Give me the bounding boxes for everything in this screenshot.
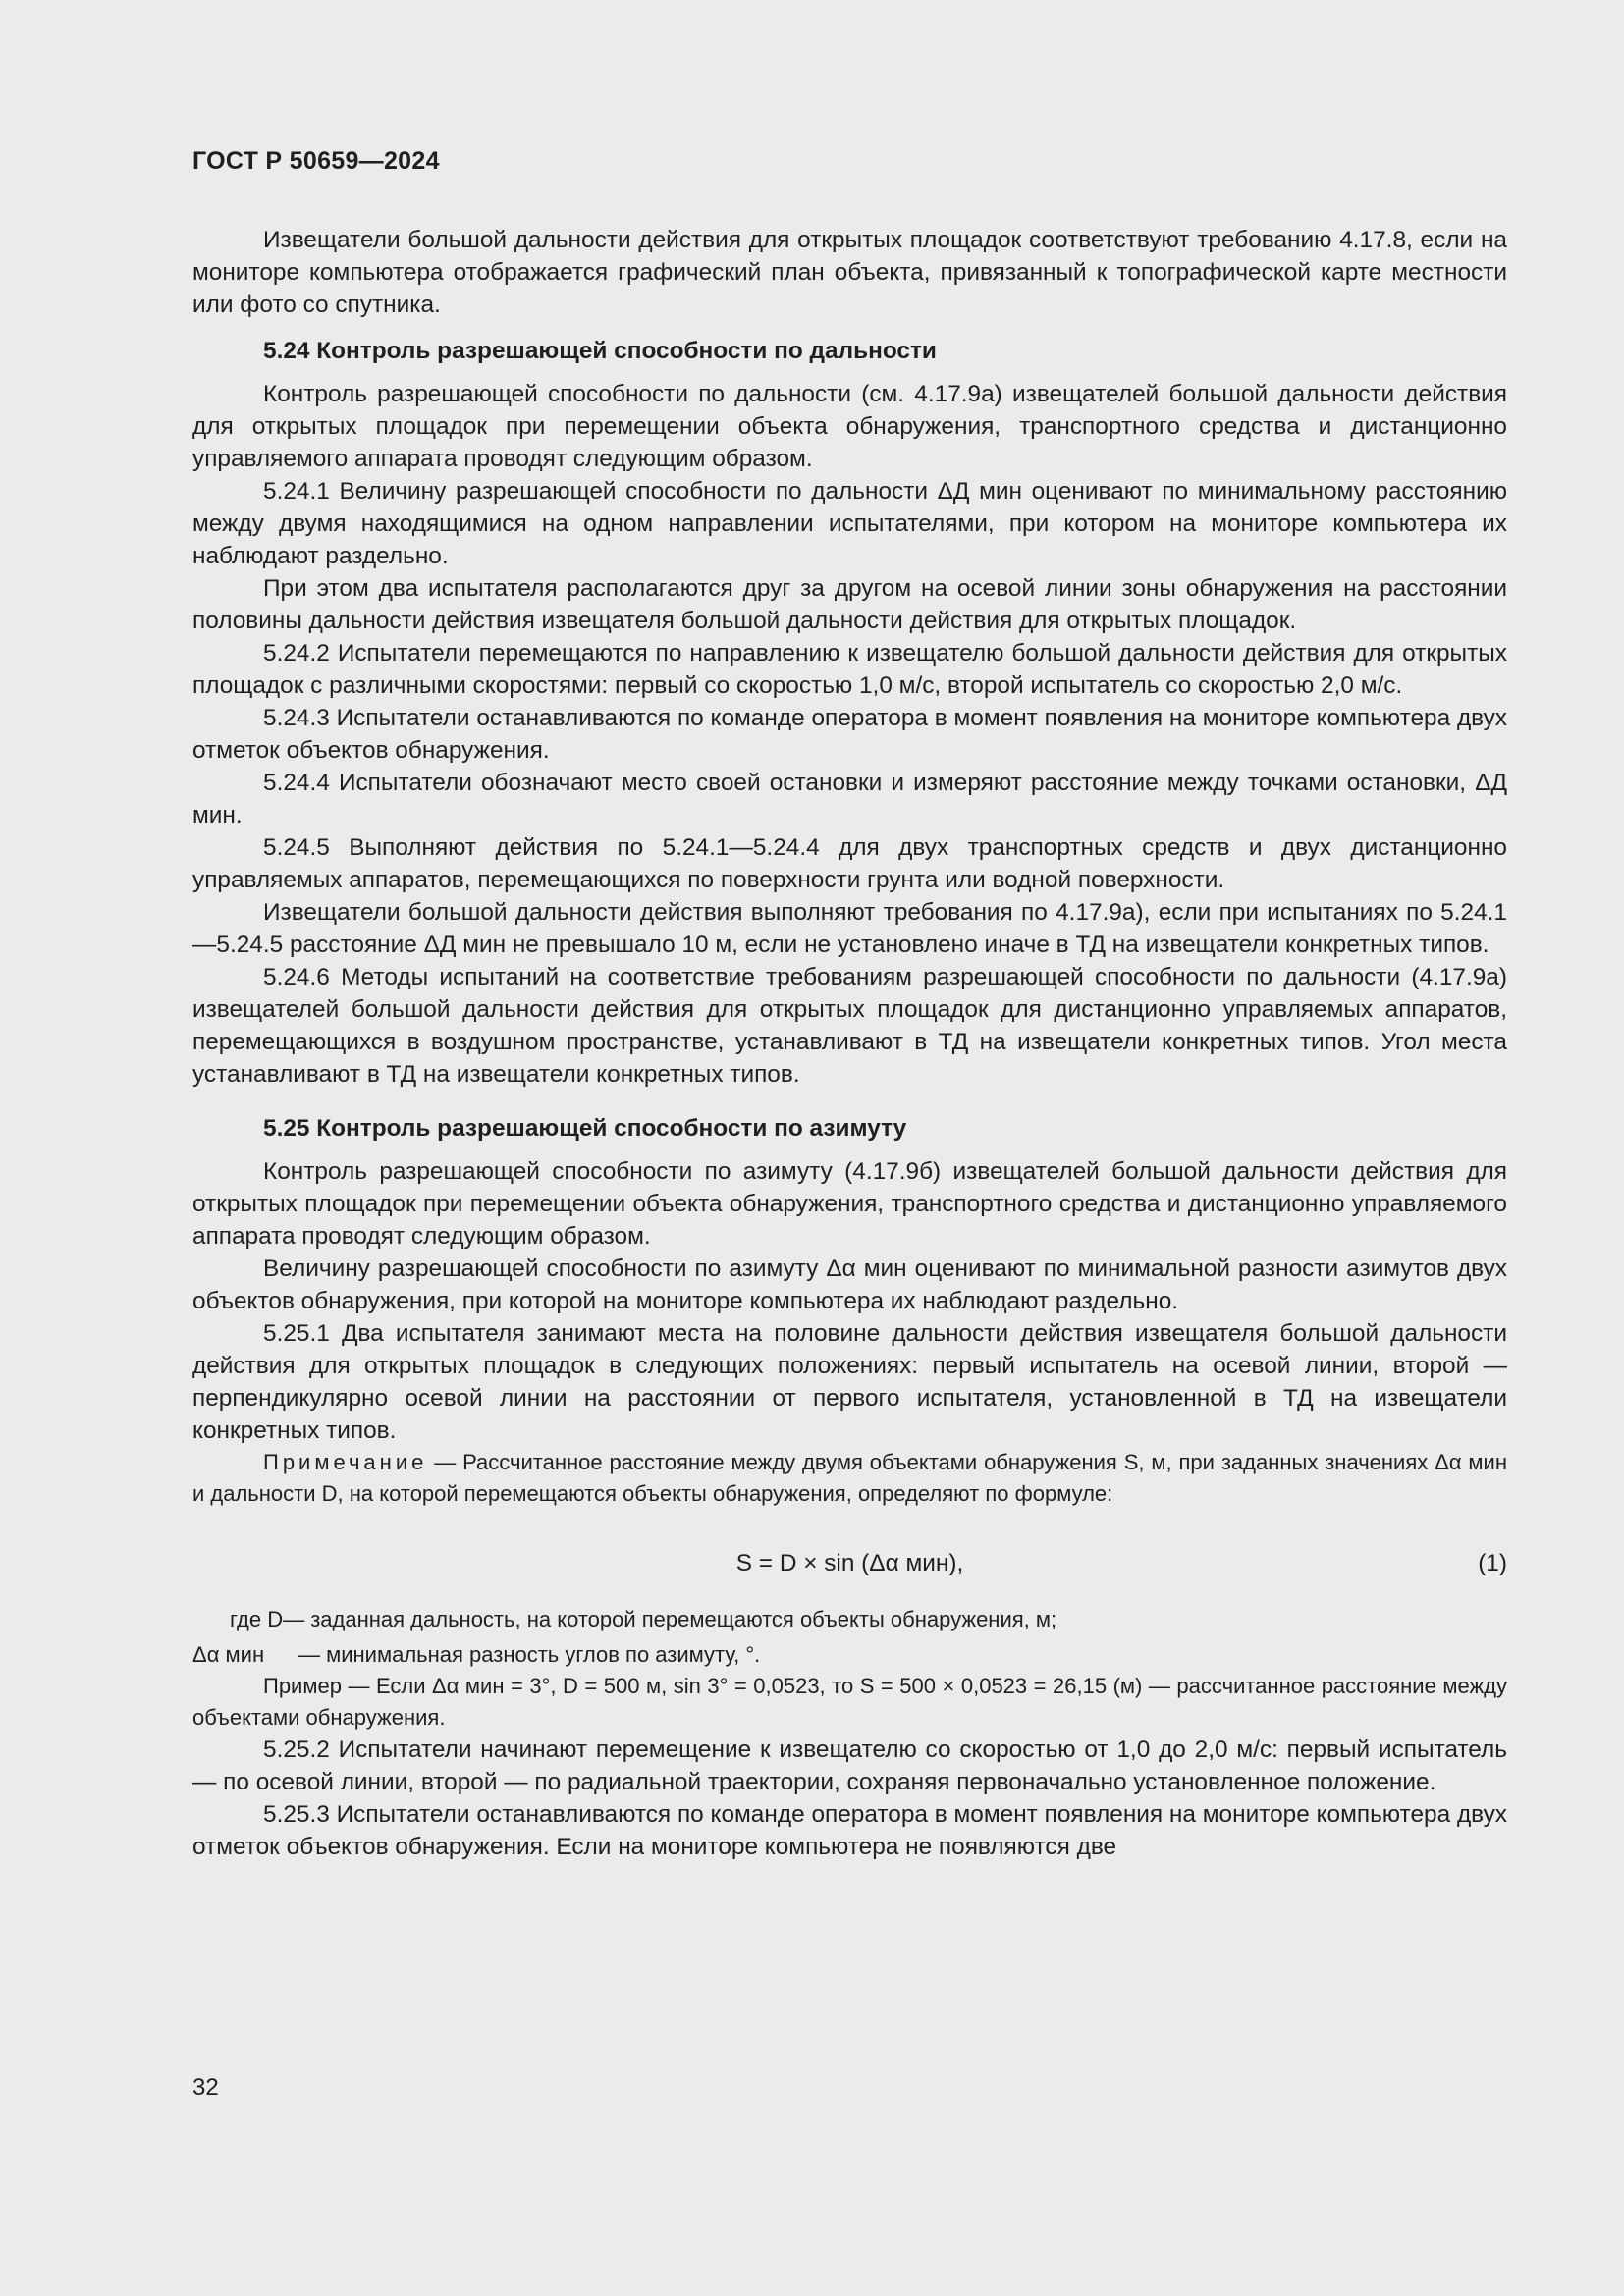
where-line-alpha — [192, 1639, 1507, 1671]
paragraph: 5.25.3 Испытатели останавливаются по команде оператора в момент появления на мониторе компьютера двух отметок объектов обнаружения. Если на мониторе компьютера не появляются две — [192, 1801, 1507, 1860]
paragraph: Извещатели большой дальности действия выполняют требования по 4.17.9а), если при испытаниях по 5.24.1—5.24.5 расстояние ΔД мин не превышало 10 м, если не установлено иначе в ТД на извещатели конкретных типов. — [192, 899, 1507, 958]
paragraph: 5.25.1 Два испытателя занимают места на половине дальности действия извещателя большой дальности действия для открытых площадок в следующих положениях: первый испытатель на осевой линии, второй — перпендикулярно осевой линии на расстоянии от первого испытателя, установленной в ТД на извещатели конкретных типов. — [192, 1320, 1507, 1444]
paragraph: Контроль разрешающей способности по азимуту (4.17.9б) извещателей большой дальности действия для открытых площадок при перемещении объекта обнаружения, транспортного средства и дистанционно управляемого аппарата проводят следующим образом. — [192, 1158, 1507, 1250]
note-label: Примечание — [263, 1450, 428, 1474]
where-text: — заданная дальность, на которой перемещаются объекты обнаружения, м; — [283, 1607, 1057, 1631]
formula-row — [192, 1547, 1507, 1580]
page-number: 32 — [192, 2074, 219, 2101]
paragraph: 5.25.2 Испытатели начинают перемещение к извещателю со скоростью от 1,0 до 2,0 м/с: первый испытатель — по осевой линии, второй — по радиальной траектории, сохраняя первоначально установленное положение. — [192, 1736, 1507, 1795]
paragraph: Контроль разрешающей способности по дальности (см. 4.17.9а) извещателей большой дальности действия для открытых площадок при перемещении объекта обнаружения, транспортного средства и дистанционно управляемого аппарата проводят следующим образом. — [192, 381, 1507, 472]
paragraph: 5.24.5 Выполняют действия по 5.24.1—5.24.4 для двух транспортных средств и двух дистанционно управляемых аппаратов, перемещающихся по поверхности грунта или водной поверхности. — [192, 834, 1507, 893]
note-text: — Рассчитанное расстояние между двумя объектами обнаружения S, м, при заданных значениях Δα мин и дальности D, на которой перемещаются объекты обнаружения, определяют по формуле: — [192, 1450, 1507, 1506]
paragraph: 5.24.1 Величину разрешающей способности по дальности ΔД мин оценивают по минимальному расстоянию между двумя находящимися на одном направлении испытателями, при котором на мониторе компьютера их наблюдают раздельно. — [192, 478, 1507, 569]
paragraph: При этом два испытателя располагаются друг за другом на осевой линии зоны обнаружения на расстоянии половины дальности действия извещателя большой дальности действия для открытых площадок. — [192, 575, 1507, 634]
paragraph: 5.24.2 Испытатели перемещаются по направлению к извещателю большой дальности действия для открытых площадок с различными скоростями: первый со скоростью 1,0 м/с, второй испытатель со скоростью 2,0 м/с. — [192, 640, 1507, 699]
page-content — [192, 224, 1507, 1863]
where-text: — минимальная разность углов по азимуту, °. — [298, 1642, 761, 1667]
formula: S = D × sin (Δα мин), — [735, 1550, 964, 1576]
section-524-heading: 5.24 Контроль разрешающей способности по дальности — [263, 338, 937, 364]
paragraph: 5.24.3 Испытатели останавливаются по команде оператора в момент появления на мониторе компьютера двух отметок объектов обнаружения. — [192, 705, 1507, 764]
example-paragraph: Пример — Если Δα мин = 3°, D = 500 м, sin 3° = 0,0523, то S = 500 × 0,0523 = 26,15 (м) — рассчитанное расстояние между объектами обнаружения. — [192, 1674, 1507, 1730]
where-symbol: Δα мин — [192, 1642, 265, 1667]
document-code: ГОСТ Р 50659—2024 — [192, 147, 440, 175]
section-525-heading: 5.25 Контроль разрешающей способности по азимуту — [263, 1115, 907, 1142]
paragraph: 5.24.6 Методы испытаний на соответствие требованиям разрешающей способности по дальности (4.17.9а) извещателей большой дальности действия для открытых площадок для дистанционно управляемых аппаратов, перемещающихся в воздушном пространстве, устанавливают в ТД на извещатели конкретных типов. Угол места устанавливают в ТД на извещатели конкретных типов. — [192, 964, 1507, 1088]
note-paragraph — [192, 1447, 1507, 1510]
where-symbol: где D — [230, 1607, 284, 1631]
intro-paragraph: Извещатели большой дальности действия для открытых площадок соответствуют требованию 4.17.8, если на мониторе компьютера отображается графический план объекта, привязанный к топографической карте местности или фото со спутника. — [192, 227, 1507, 318]
paragraph: 5.24.4 Испытатели обозначают место своей остановки и измеряют расстояние между точками остановки, ΔД мин. — [192, 770, 1507, 828]
where-line-d — [192, 1604, 1507, 1635]
formula-number: (1) — [1478, 1550, 1507, 1576]
paragraph: Величину разрешающей способности по азимуту Δα мин оценивают по минимальной разности азимутов двух объектов обнаружения, при которой на мониторе компьютера их наблюдают раздельно. — [192, 1255, 1507, 1314]
